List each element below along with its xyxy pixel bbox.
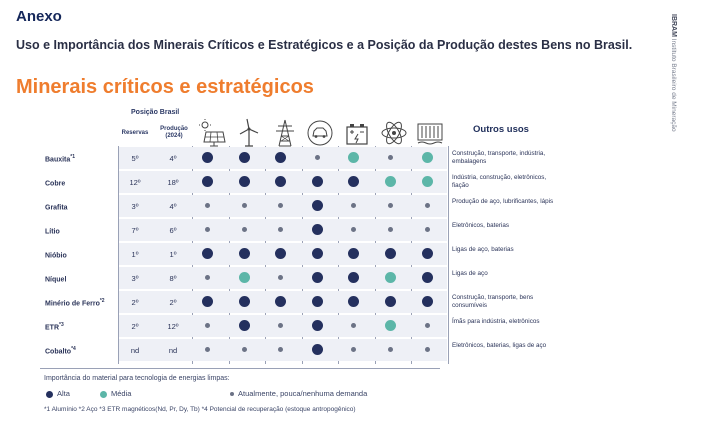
- importance-high-dot: [348, 272, 359, 283]
- production-rank: 18º: [167, 178, 179, 187]
- importance-low-dot: [425, 323, 430, 328]
- production-rank: 8º: [169, 274, 177, 283]
- importance-low-dot: [278, 275, 283, 280]
- importance-low-dot: [388, 227, 393, 232]
- importance-high-dot: [275, 296, 286, 307]
- reserves-rank: 1º: [131, 250, 139, 259]
- importance-high-dot: [239, 248, 250, 259]
- importance-medium-dot: [422, 152, 433, 163]
- importance-low-dot: [388, 347, 393, 352]
- mineral-note: *3: [59, 322, 64, 328]
- solar-panel-icon: [197, 118, 227, 148]
- hydro-dam-icon: [415, 118, 445, 148]
- importance-high-dot: [312, 272, 323, 283]
- mineral-label: Nióbio: [45, 252, 67, 260]
- mineral-name: [45, 226, 60, 235]
- importance-low-dot: [278, 227, 283, 232]
- importance-high-dot: [239, 296, 250, 307]
- table-row: [40, 314, 622, 338]
- mineral-label: Minério de Ferro: [45, 300, 100, 308]
- reserves-rank: 5º: [131, 154, 139, 163]
- production-rank: 12º: [167, 322, 179, 331]
- reserves-header: Reservas: [121, 130, 149, 136]
- legend-low-label: Atualmente, pouca/nenhuma demanda: [238, 389, 368, 398]
- mineral-name: [45, 322, 64, 331]
- mineral-label: Grafita: [45, 204, 68, 212]
- importance-high-dot: [275, 176, 286, 187]
- production-rank: 4º: [169, 202, 177, 211]
- importance-low-dot: [425, 203, 430, 208]
- other-uses-text: Eletrônicos, baterias, ligas de aço: [452, 342, 547, 349]
- dot-low-icon: [230, 392, 234, 396]
- importance-low-dot: [388, 155, 393, 160]
- importance-low-dot: [205, 323, 210, 328]
- mineral-name: [45, 346, 76, 355]
- production-rank: 1º: [169, 250, 177, 259]
- importance-low-dot: [425, 347, 430, 352]
- mineral-note: *2: [99, 298, 105, 304]
- importance-low-dot: [205, 203, 210, 208]
- mineral-note: *1: [70, 154, 76, 160]
- importance-low-dot: [278, 323, 283, 328]
- reserves-rank: 3º: [131, 274, 139, 283]
- ibram-logo: [669, 14, 677, 132]
- legend-high: [46, 389, 70, 398]
- importance-low-dot: [351, 347, 356, 352]
- other-uses-text: Ligas de aço, baterias: [452, 246, 514, 253]
- reserves-rank: 7º: [131, 226, 139, 235]
- reserves-rank: 12º: [129, 178, 141, 187]
- importance-low-dot: [315, 155, 320, 160]
- importance-high-dot: [275, 248, 286, 259]
- production-rank: nd: [168, 346, 178, 355]
- page-subtitle: Uso e Importância dos Minerais Críticos e Estratégicos e a Posição da Produção destes Bens no Brasil.: [16, 38, 633, 52]
- importance-high-dot: [312, 176, 323, 187]
- importance-low-dot: [278, 347, 283, 352]
- importance-low-dot: [205, 275, 210, 280]
- production-header: Produção (2024): [160, 126, 188, 139]
- legend-high-label: Alta: [57, 389, 70, 398]
- battery-icon: [342, 118, 372, 148]
- importance-high-dot: [348, 176, 359, 187]
- table-row: [40, 218, 622, 242]
- importance-medium-dot: [385, 272, 396, 283]
- importance-high-dot: [312, 344, 323, 355]
- importance-high-dot: [202, 176, 213, 187]
- table-row: [40, 242, 622, 266]
- production-rank: 4º: [169, 154, 177, 163]
- importance-high-dot: [202, 248, 213, 259]
- production-rank: 2º: [169, 298, 177, 307]
- mineral-name: [45, 298, 105, 307]
- legend-medium-label: Média: [111, 389, 132, 398]
- dot-medium-icon: [100, 391, 107, 398]
- other-uses-text: Construção, transporte, bens consumíveis: [452, 294, 534, 309]
- importance-low-dot: [205, 227, 210, 232]
- importance-medium-dot: [348, 152, 359, 163]
- importance-high-dot: [312, 320, 323, 331]
- importance-medium-dot: [385, 176, 396, 187]
- mineral-name: [45, 250, 67, 259]
- production-rank: 6º: [169, 226, 177, 235]
- wind-turbine-icon: [234, 118, 264, 148]
- position-header: Posição Brasil: [131, 109, 180, 116]
- legend-title: Importância do material para tecnologia de energias limpas:: [44, 375, 230, 382]
- page-title: Anexo: [16, 8, 62, 25]
- nuclear-icon: [379, 118, 409, 148]
- importance-low-dot: [425, 227, 430, 232]
- importance-medium-dot: [422, 176, 433, 187]
- importance-high-dot: [239, 320, 250, 331]
- mineral-name: [45, 154, 75, 163]
- importance-low-dot: [351, 203, 356, 208]
- legend-low: [230, 389, 367, 398]
- importance-low-dot: [242, 227, 247, 232]
- mineral-label: Cobre: [45, 180, 66, 188]
- importance-medium-dot: [385, 320, 396, 331]
- importance-low-dot: [242, 347, 247, 352]
- logo-tagline: Instituto Brasileiro de Mineração: [670, 38, 677, 132]
- electric-car-icon: [305, 118, 335, 148]
- importance-high-dot: [348, 296, 359, 307]
- mineral-label: Lítio: [45, 228, 60, 236]
- importance-high-dot: [275, 152, 286, 163]
- table-row: [40, 266, 622, 290]
- mineral-note: *4: [71, 346, 76, 352]
- power-tower-icon: [270, 118, 300, 148]
- other-uses-text: Produção de aço, lubrificantes, lápis: [452, 198, 554, 205]
- other-uses-text: Ímãs para indústria, eletrônicos: [452, 318, 540, 325]
- importance-high-dot: [422, 272, 433, 283]
- reserves-rank: 3º: [131, 202, 139, 211]
- importance-medium-dot: [239, 272, 250, 283]
- other-uses-text: Indústria, construção, eletrônicos, fiação: [452, 174, 547, 189]
- table-row: [40, 146, 622, 170]
- reserves-rank: nd: [130, 346, 140, 355]
- minerals-table: [40, 146, 622, 366]
- importance-high-dot: [422, 248, 433, 259]
- footnotes: *1 Alumínio *2 Aço *3 ETR magnéticos(Nd, Pr, Dy, Tb) *4 Potencial de recuperação (estoque antropogênico): [44, 406, 356, 413]
- importance-high-dot: [312, 224, 323, 235]
- importance-low-dot: [205, 347, 210, 352]
- importance-high-dot: [239, 152, 250, 163]
- table-row: [40, 338, 622, 362]
- mineral-name: [45, 202, 68, 211]
- importance-high-dot: [202, 296, 213, 307]
- reserves-rank: 2º: [131, 322, 139, 331]
- mineral-label: Bauxita: [45, 156, 71, 164]
- importance-high-dot: [239, 176, 250, 187]
- mineral-name: [45, 178, 65, 187]
- importance-high-dot: [312, 296, 323, 307]
- section-title: Minerais críticos e estratégicos: [16, 76, 314, 98]
- importance-low-dot: [388, 203, 393, 208]
- importance-high-dot: [202, 152, 213, 163]
- table-row: [40, 170, 622, 194]
- other-uses-text: Ligas de aço: [452, 270, 488, 277]
- importance-high-dot: [312, 200, 323, 211]
- importance-high-dot: [348, 248, 359, 259]
- importance-high-dot: [385, 248, 396, 259]
- importance-high-dot: [312, 248, 323, 259]
- mineral-name: [45, 274, 66, 283]
- importance-low-dot: [278, 203, 283, 208]
- other-uses-text: Eletrônicos, baterias: [452, 222, 510, 229]
- importance-high-dot: [385, 296, 396, 307]
- mineral-label: Cobalto: [45, 348, 72, 356]
- importance-low-dot: [351, 323, 356, 328]
- logo-name: IBRAM: [670, 14, 677, 37]
- mineral-label: ETR: [45, 324, 59, 332]
- importance-low-dot: [242, 203, 247, 208]
- mineral-label: Níquel: [45, 276, 67, 284]
- dot-high-icon: [46, 391, 53, 398]
- legend-medium: [100, 389, 131, 398]
- other-uses-header: Outros usos: [473, 124, 529, 135]
- reserves-rank: 2º: [131, 298, 139, 307]
- table-row: [40, 290, 622, 314]
- importance-high-dot: [422, 296, 433, 307]
- legend: [40, 368, 440, 419]
- table-row: [40, 194, 622, 218]
- other-uses-text: Construção, transporte, indústria, embalagens: [452, 150, 546, 165]
- importance-low-dot: [351, 227, 356, 232]
